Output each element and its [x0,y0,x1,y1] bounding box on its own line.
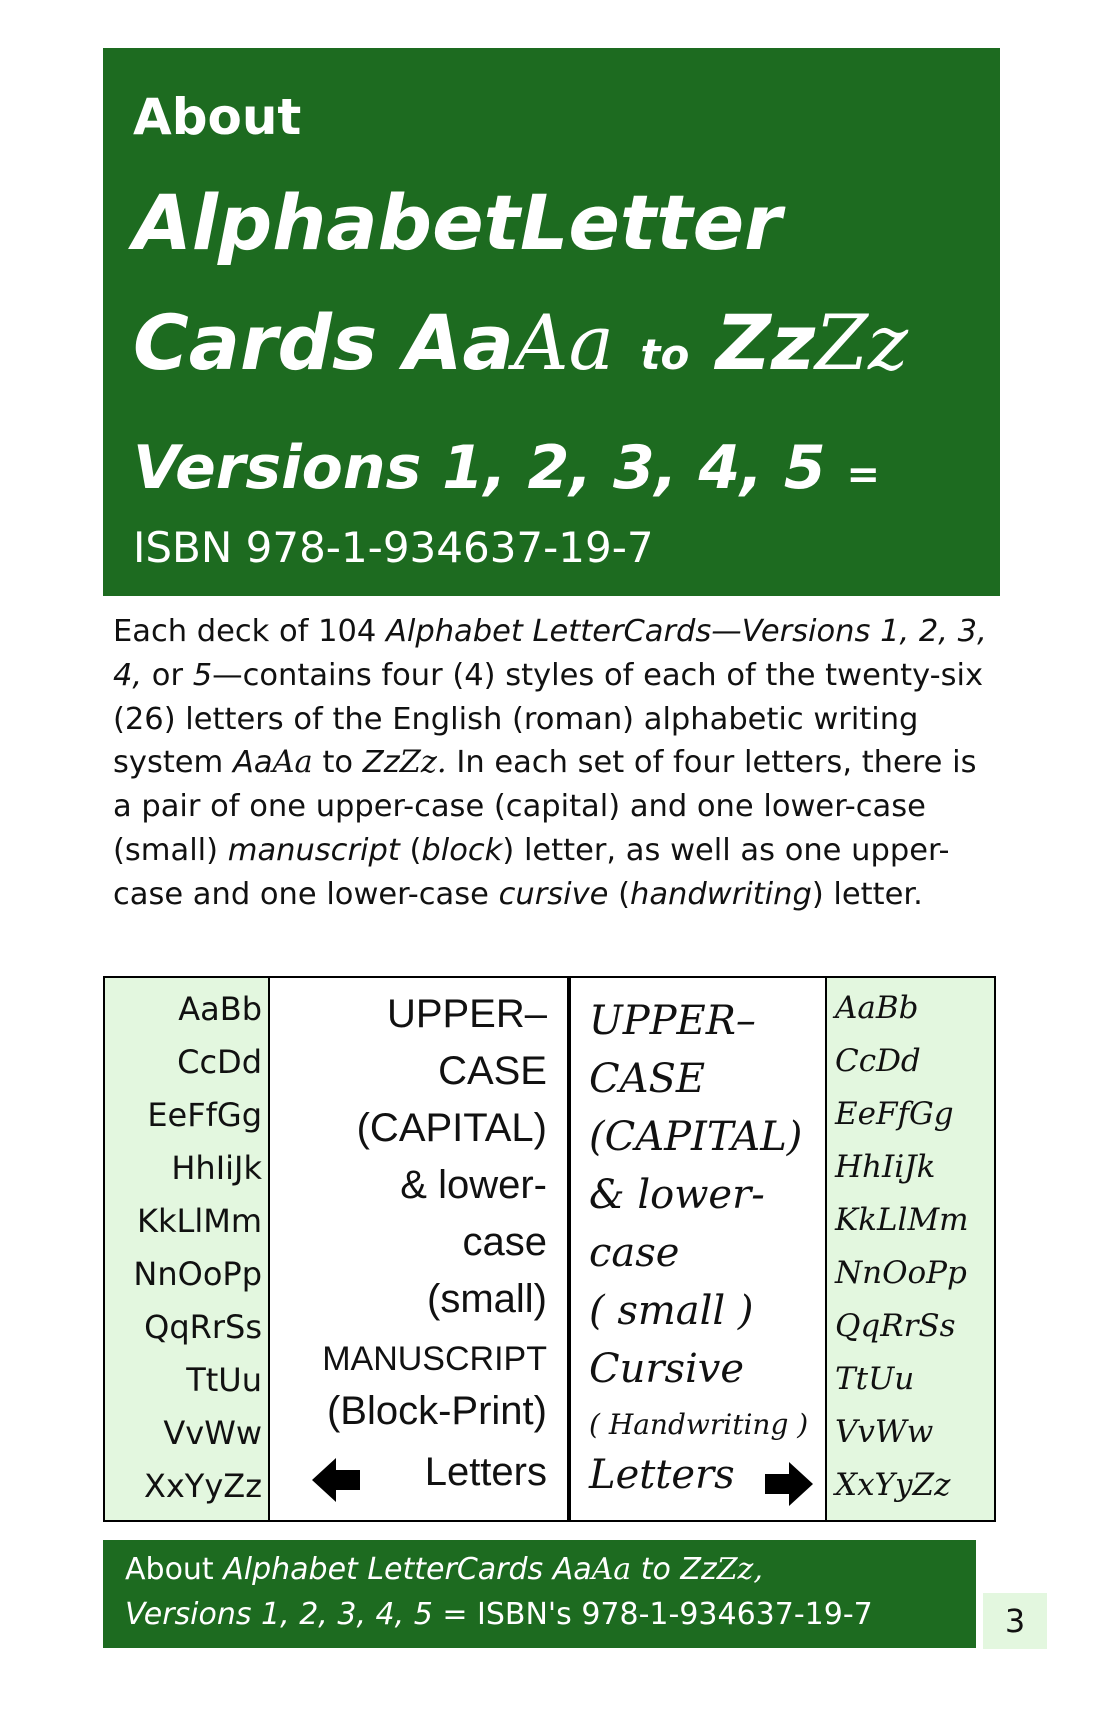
intro-paragraph [113,610,993,917]
print-letter-pair: TtUu [186,1361,262,1399]
versions-line [133,433,880,503]
print-letter-pair: HhIiJk [171,1149,262,1187]
manuscript-line: (CAPITAL) [356,1106,547,1150]
print-letter-pair: EeFfGg [147,1096,262,1134]
title-script-aa: Aa [513,298,614,387]
title-line-2 [133,298,908,387]
intro-italic-4: manuscript [227,832,400,868]
footer-script-zz: Zz, [716,1552,763,1587]
intro-italic-5: block [421,832,503,868]
intro-text-2: or [142,657,193,693]
intro-text-1: Each deck of 104 [113,614,387,649]
footer-to: to [631,1552,681,1587]
cursive-line: ( small ) [589,1288,754,1334]
cursive-letter-pair: HhIiJk [835,1149,936,1185]
print-letters-column [105,978,270,1520]
title-print-zz: Zz [715,298,816,387]
intro-aa-script: Aa [272,745,313,781]
print-letter-pair: NnOoPp [133,1255,262,1293]
cursive-letter-pair: TtUu [835,1361,915,1397]
intro-text-6: ) letter, as well as one upper-case and one lower-case [113,832,950,912]
print-letter-pair: AaBb [178,990,262,1028]
cursive-line: Cursive [589,1346,745,1392]
footer-about: About [125,1552,224,1587]
intro-text-5: ( [399,832,422,868]
page-number: 3 [983,1593,1047,1649]
intro-italic-6: cursive [498,876,609,912]
title-cards: Cards [133,298,404,387]
cursive-letter-pair: QqRrSs [835,1308,956,1344]
print-letter-pair: VvWw [163,1414,262,1452]
print-letter-pair: KkLlMm [136,1202,262,1240]
intro-to: to [312,745,363,781]
right-arrow-icon [763,1462,813,1506]
manuscript-line: (Block-Print) [326,1389,547,1433]
manuscript-line: case [462,1220,547,1264]
title-to: to [640,330,690,379]
manuscript-line: CASE [438,1049,547,1093]
cursive-letter-pair: CcDd [835,1043,921,1079]
cursive-letter-pair: AaBb [835,990,919,1026]
letter-styles-table [103,976,996,1522]
versions-text: Versions 1, 2, 3, 4, 5 [133,433,826,503]
print-letter-pair: QqRrSs [144,1308,262,1346]
cursive-letter-pair: VvWw [835,1414,934,1450]
cursive-letter-pair: EeFfGg [835,1096,954,1132]
manuscript-description-column [270,978,567,1520]
title-line-1: AlphabetLetter [133,178,782,267]
cursive-line: ( Handwriting ) [589,1408,809,1441]
intro-text-4: In each set of four letters, there is a pair of one upper-case (capital) and one lower-case (small) [113,745,977,868]
footer-isbn: = ISBN's 978-1-934637-19-7 [442,1597,873,1632]
footer-script-aa: Aa [591,1552,632,1587]
print-letter-pair: CcDd [177,1043,262,1081]
intro-italic-2: 5 [192,657,213,693]
intro-text-3: —contains four (4) styles of each of the twenty-six (26) letters of the English (roman) alphabetic writing system [113,657,984,781]
intro-zz-script: Zz. [399,745,447,781]
cursive-line: case [589,1230,680,1276]
manuscript-letters-label: Letters [424,1450,547,1494]
cursive-letter-pair: KkLlMm [835,1202,969,1238]
cursive-line: & lower- [589,1172,765,1218]
intro-italic-1: Alphabet LetterCards—Versions 1, 2, 3, 4, [113,614,987,693]
intro-italic-7: handwriting [630,876,812,912]
manuscript-line: & lower- [400,1163,547,1207]
manuscript-line: MANUSCRIPT [322,1340,547,1378]
isbn-line: ISBN 978-1-934637-19-7 [133,523,654,572]
intro-text-7: ( [608,876,631,912]
footer-zz: Zz [680,1552,717,1587]
footer-banner [103,1540,976,1648]
intro-text-8: ) letter. [811,876,923,912]
left-arrow-icon [312,1458,362,1502]
cursive-line: (CAPITAL) [589,1114,803,1160]
cursive-line: UPPER– [589,998,756,1044]
cursive-letter-pair: NnOoPp [835,1255,967,1291]
cursive-description-column [567,978,827,1520]
cursive-letters-label: Letters [589,1452,735,1498]
footer-line-2 [125,1597,873,1632]
cursive-line: CASE [589,1056,706,1102]
manuscript-line: UPPER– [386,992,547,1036]
footer-versions: Versions 1, 2, 3, 4, 5 [125,1597,443,1632]
print-letter-pair: XxYyZz [143,1467,262,1505]
intro-aa: Aa [232,745,273,781]
title-banner [103,48,1000,596]
footer-title: Alphabet LetterCards Aa [223,1552,592,1587]
intro-zz: Zz [362,745,400,781]
footer-line-1 [125,1552,763,1587]
versions-eq: = [846,452,881,498]
about-label: About [133,88,302,146]
cursive-letters-column [827,978,994,1520]
title-script-zz: Zz [815,298,909,387]
manuscript-line: (small) [427,1277,547,1321]
cursive-letter-pair: XxYyZz [835,1467,951,1503]
title-print-aa: Aa [403,298,514,387]
